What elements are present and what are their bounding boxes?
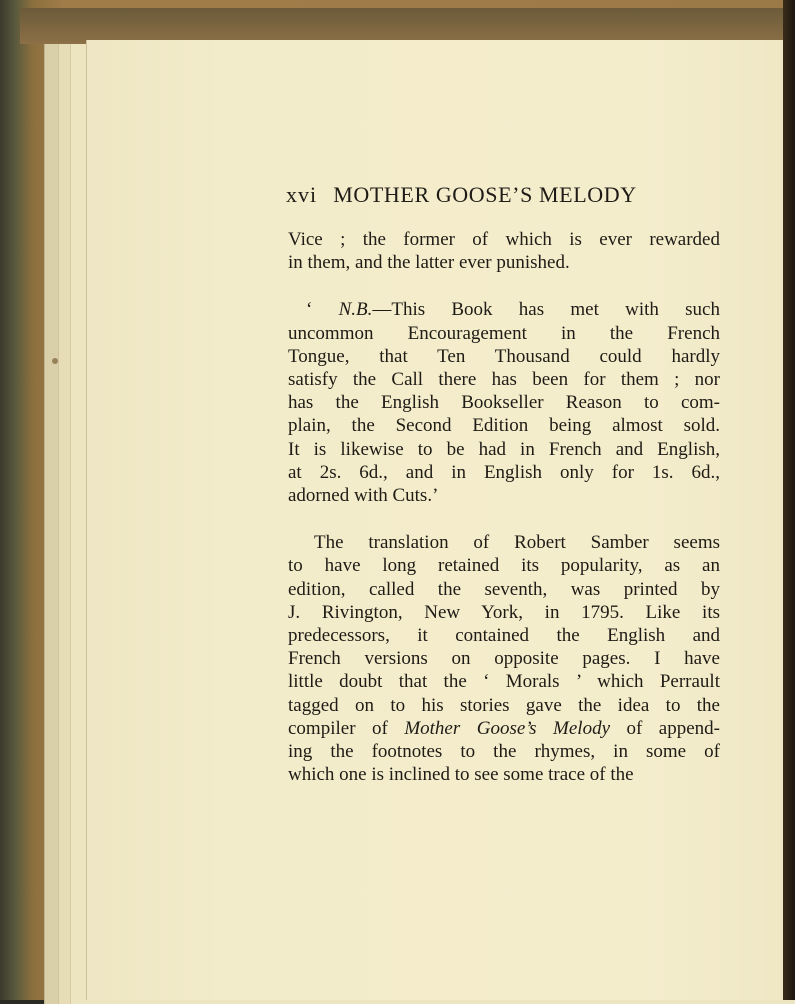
text-line: little doubt that the ‘ Morals ’ which Perrault [288,671,720,693]
page-number: xvi [286,182,318,207]
text-line: The translation of Robert Samber seems [314,532,720,554]
text-line: which one is inclined to see some trace of the [288,764,634,786]
paragraph-2 [288,298,720,507]
cover-top-edge [20,8,785,44]
text-line: J. Rivington, New York, in 1795. Like its [288,601,720,623]
text-line: at 2s. 6d., and in English only for 1s. 6d., [288,461,720,483]
stain-spot [52,358,58,364]
text-line: has the English Bookseller Reason to com- [288,392,720,414]
text-line: compiler of Mother Goose’s Melody of append- [288,717,720,739]
text-line: to have long retained its popularity, as an [288,555,720,577]
body-text [288,228,720,786]
running-title: MOTHER GOOSE’S MELODY [333,182,637,207]
page-gutter-shadow [783,0,795,1000]
paragraph-3 [288,531,720,786]
text-line: uncommon Encouragement in the French [288,322,720,344]
text-line: in them, and the latter ever punished. [288,252,570,274]
text-line: satisfy the Call there has been for them ; nor [288,369,720,391]
text-line: Vice ; the former of which is ever rewarded [288,229,720,250]
text-line: ing the footnotes to the rhymes, in some of [288,741,720,763]
paragraph-1 [288,228,720,274]
text-line: Tongue, that Ten Thousand could hardly [288,345,720,367]
text-line: ‘ N.B.—This Book has met with such [306,299,720,321]
text-line: edition, called the seventh, was printed by [288,578,720,600]
text-line: It is likewise to be had in French and English, [288,438,720,460]
text-line: predecessors, it contained the English and [288,625,720,647]
text-line: adorned with Cuts.’ [288,485,439,507]
text-line: tagged on to his stories gave the idea to the [288,694,720,716]
text-line: French versions on opposite pages. I have [288,648,720,670]
running-header [286,182,716,208]
text-line: plain, the Second Edition being almost sold. [288,415,720,437]
